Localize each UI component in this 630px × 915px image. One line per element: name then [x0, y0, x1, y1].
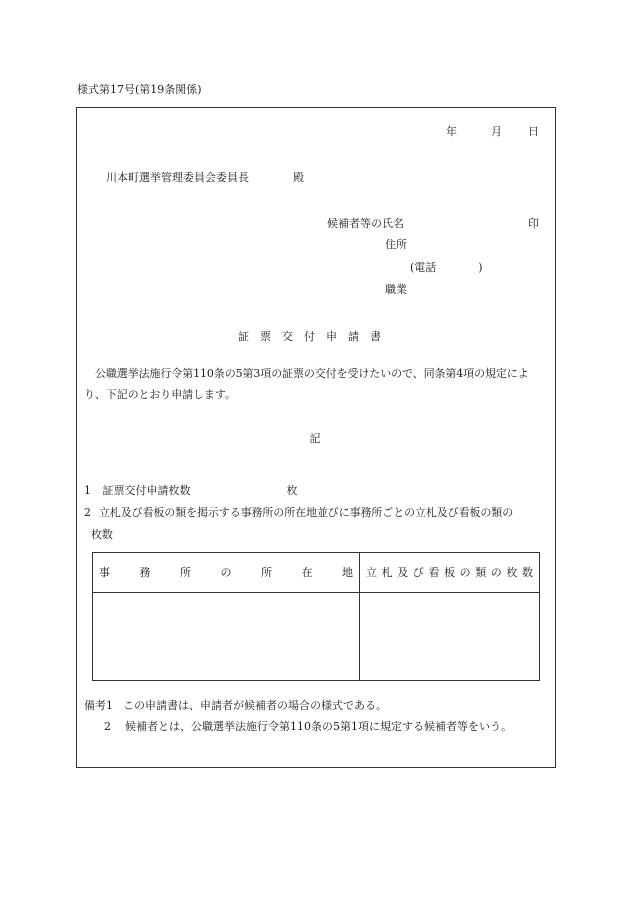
cell-office-location[interactable]	[93, 593, 360, 681]
phone-label	[410, 262, 483, 273]
item-1-label: 証票交付申請枚数	[102, 484, 191, 497]
cell-signboard-count[interactable]	[360, 593, 540, 681]
note-2-text: 候補者とは、公職選挙法施行令第110条の5第1項に規定する候補者等をいう。	[125, 720, 512, 733]
note-2-label: 2	[104, 720, 111, 733]
address-label: 住所	[385, 238, 407, 251]
addressee	[106, 172, 304, 183]
occupation-label: 職業	[385, 283, 407, 296]
item-2-text-line1: 立札及び看板の類を掲示する事務所の所在地並びに事務所ごとの立札及び看板の類の	[98, 506, 514, 519]
office-signboard-table	[92, 552, 540, 681]
table-header-row	[93, 553, 540, 593]
note-1-text: この申請書は、申請者が候補者の場合の様式である。	[123, 699, 387, 712]
document-title: 証票交付申請書	[238, 330, 392, 343]
candidate-name-label: 候補者等の氏名	[327, 217, 404, 230]
item-2	[84, 502, 550, 546]
phone-open: (電話	[410, 261, 437, 274]
phone-close: )	[478, 261, 483, 274]
seal-mark: 印	[528, 217, 539, 230]
addressee-honorific: 殿	[293, 171, 304, 184]
table-row	[93, 593, 540, 681]
item-1-unit: 枚	[286, 484, 298, 497]
date-month: 月	[491, 125, 502, 138]
header-office-location: 事務所の所在地	[93, 553, 360, 593]
note-1	[84, 700, 387, 711]
item-1	[84, 485, 298, 496]
ki-heading: 記	[309, 432, 321, 445]
item-2-text-line2: 枚数	[91, 528, 113, 541]
date-year: 年	[446, 125, 457, 138]
application-body-text: 公職選挙法施行令第110条の5第3項の証票の交付を受けたいので、同条第4項の規定により、下記のとおり申請します。	[84, 367, 529, 401]
note-2	[104, 721, 512, 732]
item-2-number: 2	[84, 506, 91, 519]
header-signboard-count: 立札及び看板の類の枚数	[360, 553, 540, 593]
note-1-label: 備考1	[84, 699, 113, 712]
date-line	[446, 126, 539, 137]
date-day: 日	[528, 125, 539, 138]
item-1-number: 1	[84, 484, 91, 497]
addressee-name: 川本町選挙管理委員会委員長	[106, 171, 249, 184]
form-number-label: 様式第17号(第19条関係)	[77, 83, 202, 96]
